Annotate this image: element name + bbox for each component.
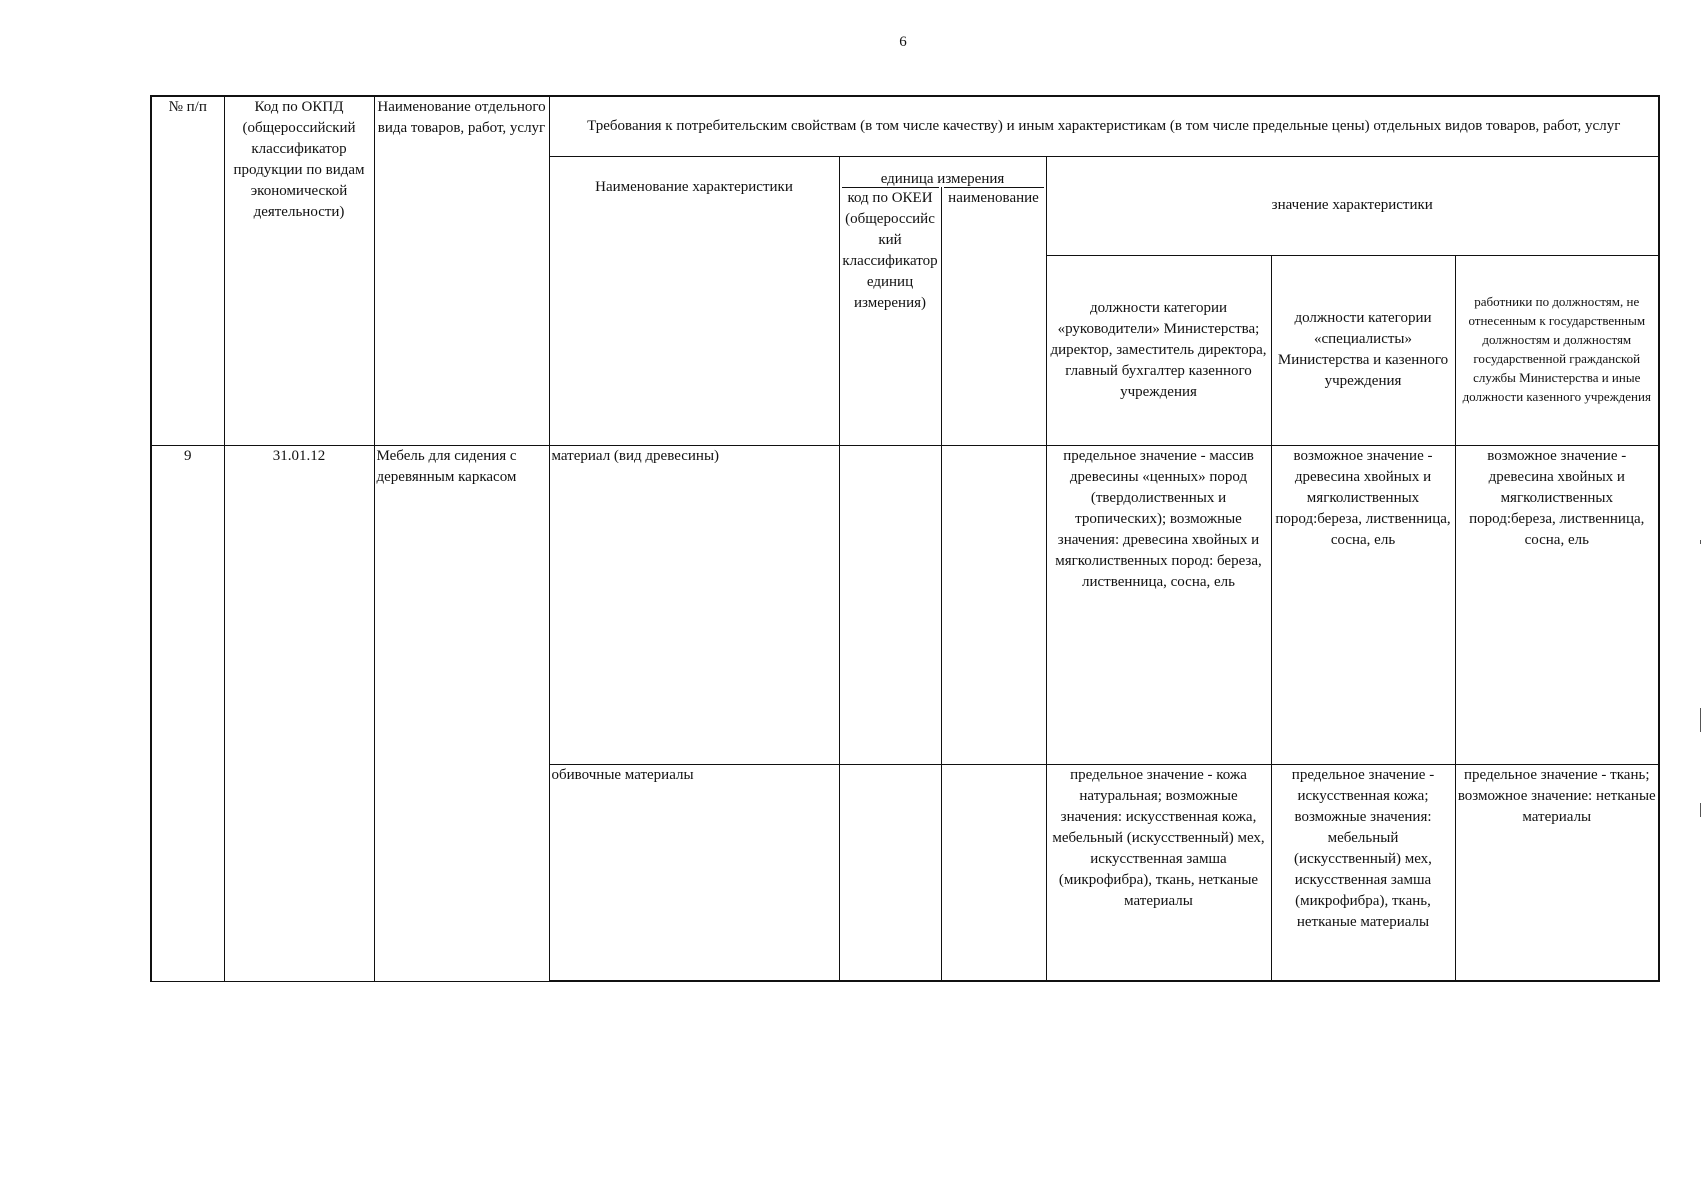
row-item-name: Мебель для сидения с деревянным каркасом xyxy=(374,445,549,981)
page-number: 6 xyxy=(899,34,907,50)
header-characteristic-name: Наименование характеристики xyxy=(549,156,839,445)
header-requirements: Требования к потребительским свойствам (в том числе качеству) и иным характеристикам (в том числе предельные цены) отдельных видов товаров, работ, услуг xyxy=(549,96,1659,156)
value-specialists: предельное значение - искусственная кожа; возможные значения: мебельный (искусственный) мех, искусственная замша (микрофибра), ткань, нетканые материалы xyxy=(1271,764,1455,981)
scan-mark xyxy=(1700,803,1701,817)
value-other: возможное значение - древесина хвойных и мягколиственных пород:береза, лиственница, сосна, ель xyxy=(1455,445,1659,764)
characteristic-name: обивочные материалы xyxy=(549,764,839,981)
value-other: предельное значение - ткань; возможное значение: нетканые материалы xyxy=(1455,764,1659,981)
scan-mark xyxy=(1700,708,1701,732)
value-managers: предельное значение - массив древесины «ценных» пород (твердолиственных и тропических); возможные значения: древесина хвойных и мягколиственных пород: береза, лиственница, сосна, ель xyxy=(1046,445,1271,764)
value-specialists: возможное значение - древесина хвойных и мягколиственных пород:береза, лиственница, сосна, ель xyxy=(1271,445,1455,764)
header-unit: единица измерения xyxy=(839,156,1046,187)
row-num: 9 xyxy=(151,445,224,981)
characteristic-name: материал (вид древесины) xyxy=(549,445,839,764)
characteristic-unit-name xyxy=(941,445,1046,764)
header-unit-code xyxy=(839,187,941,445)
header-unit-name xyxy=(941,187,1046,445)
header-num: № п/п xyxy=(151,96,224,445)
header-value: значение характеристики xyxy=(1046,156,1659,255)
header-unit-name-text: наименование xyxy=(944,187,1044,209)
scan-mark xyxy=(1700,540,1701,544)
characteristic-unit-code xyxy=(839,764,941,981)
header-category-other: работники по должностям, не отнесенным к государственным должностям и должностям государственной гражданской службы Министерства и иные должности казенного учреждения xyxy=(1455,255,1659,445)
header-item-name: Наименование отдельного вида товаров, работ, услуг xyxy=(374,96,549,445)
value-managers: предельное значение - кожа натуральная; возможные значения: искусственная кожа, мебельный (искусственный) мех, искусственная замша (микрофибра), ткань, нетканые материалы xyxy=(1046,764,1271,981)
characteristic-unit-name xyxy=(941,764,1046,981)
header-okpd-code: Код по ОКПД (общероссийский классификатор продукции по видам экономической деятельности) xyxy=(224,96,374,445)
requirements-table xyxy=(150,95,1660,982)
row-okpd-code: 31.01.12 xyxy=(224,445,374,981)
header-category-specialists: должности категории «специалисты» Министерства и казенного учреждения xyxy=(1271,255,1455,445)
header-unit-code-text: код по ОКЕИ (общероссийский классификатор единиц измерения) xyxy=(842,187,939,314)
header-category-managers: должности категории «руководители» Министерства; директор, заместитель директора, главный бухгалтер казенного учреждения xyxy=(1046,255,1271,445)
characteristic-unit-code xyxy=(839,445,941,764)
